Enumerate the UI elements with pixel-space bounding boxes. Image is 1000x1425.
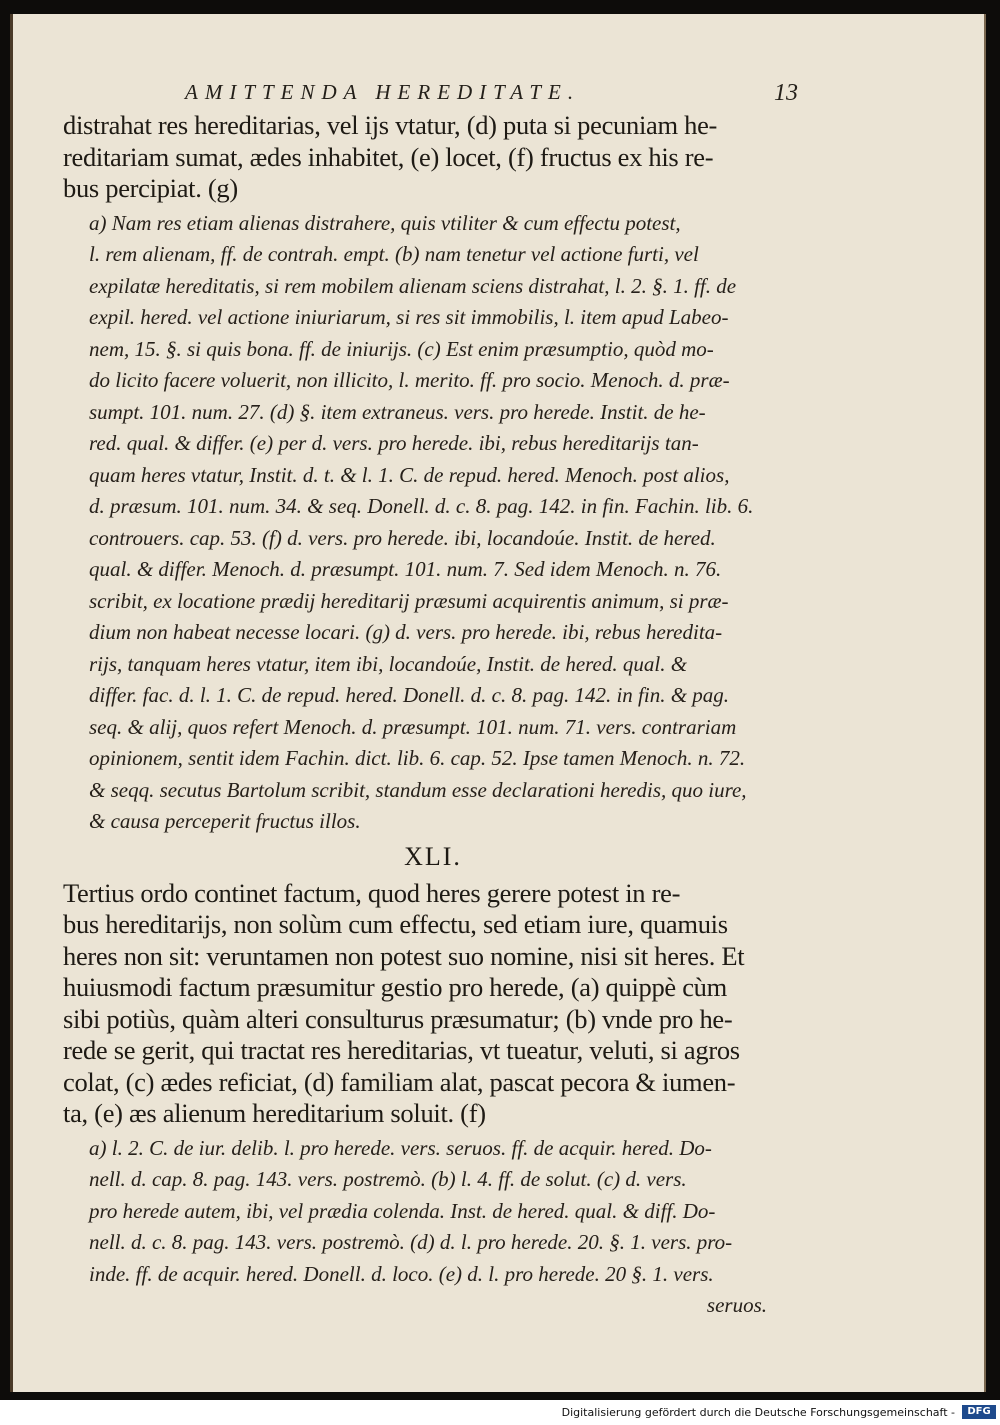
dfg-logo: DFG xyxy=(962,1405,996,1419)
digitization-footer xyxy=(0,1400,1000,1425)
footnotes-2: a) l. 2. C. de iur. delib. l. pro herede. vers. seruos. ff. de acquir. hered. Do- nell. d. cap. 8. pag. 143. vers. postremò. (b) l. 4. ff. de solut. (c) d. vers. pro herede autem, ibi, vel prædia colenda. Inst. de hered. qual. & diff. Do- nell. d. c. 8. pag. 143. vers. postremò. (d) d. l. pro herede. 20. §. 1. vers. pro- inde. ff. de acquir. hered. Donell. d. loco. (e) d. l. pro herede. 20 §. 1. vers. xyxy=(89,1135,733,1286)
running-title: AMITTENDA HEREDITATE. xyxy=(185,80,581,104)
main-paragraph-2: Tertius ordo continet factum, quod heres gerere potest in re- bus hereditarijs, non solùm cum effectu, sed etiam iure, quamuis heres non sit: veruntamen non potest suo nomine, nisi sit heres. Et huiusmodi factum præsumitur gestio pro herede, (a) quippè cùm sibi potiùs, quàm alteri consulturus præsumatur; (b) vnde pro he- rede se gerit, qui tractat res hereditarias, vt tueatur, veluti, si agros colat, (c) ædes reficiat, (d) familiam alat, pascat pecora & iumen- ta, (e) æs alienum hereditarium soluit. (f) xyxy=(63,877,745,1128)
funding-credit: Digitalisierung gefördert durch die Deutsche Forschungsgemeinschaft - xyxy=(561,1406,955,1419)
page-number: 13 xyxy=(774,80,798,106)
text-column xyxy=(63,110,803,1322)
catchword: seruos. xyxy=(706,1293,767,1317)
main-paragraph-1: distrahat res hereditarias, vel ijs vtatur, (d) puta si pecuniam he- reditariam sumat, ædes inhabitet, (e) locet, (f) fructus ex his re- bus percipiat. (g) xyxy=(63,110,718,203)
section-heading: XLI. xyxy=(404,841,462,871)
book-page xyxy=(10,14,986,1392)
footnotes-1: a) Nam res etiam alienas distrahere, quis vtiliter & cum effectu potest, l. rem alienam, ff. de contrah. empt. (b) nam tenetur vel actione furti, vel expilatæ hereditatis, si rem mobilem alienam sciens distrahat, l. 2. §. 1. ff. de expil. hered. vel actione iniuriarum, si res sit immobilis, l. item apud Labeo- nem, 15. §. si quis bona. ff. de iniurijs. (c) Est enim præsumptio, quòd mo- do licito facere voluerit, non illicito, l. merito. ff. pro socio. Menoch. d. præ- sumpt. 101. num. 27. (d) §. item extraneus. vers. pro herede. Instit. de he- red. qual. & differ. (e) per d. vers. pro herede. ibi, rebus hereditarijs tan- quam heres vtatur, Instit. d. t. & l. 1. C. de repud. hered. Menoch. post alios, d. præsum. 101. num. 34. & seq. Donell. d. c. 8. pag. 142. in fin. Fachin. lib. 6. controuers. cap. 53. (f) d. vers. pro herede. ibi, locandoúe. Instit. de hered. qual. & differ. Menoch. d. præsumpt. 101. num. 7. Sed idem Menoch. n. 76. scribit, ex locatione prædij hereditarij præsumi acquirentis animum, si præ- dium non habeat necesse locari. (g) d. vers. pro herede. ibi, rebus heredita- rijs, tanquam heres vtatur, item ibi, locandoúe, Instit. de hered. qual. & differ. fac. d. l. 1. C. de repud. hered. Donell. d. c. 8. pag. 142. in fin. & pag. seq. & alij, quos refert Menoch. d. præsumpt. 101. num. 71. vers. contrariam opinionem, sentit idem Fachin. dict. lib. 6. cap. 52. Ipse tamen Menoch. n. 72. & seqq. secutus Bartolum scribit, standum esse declarationi heredis, quo iure, & causa perceperit fructus illos. xyxy=(89,210,754,833)
